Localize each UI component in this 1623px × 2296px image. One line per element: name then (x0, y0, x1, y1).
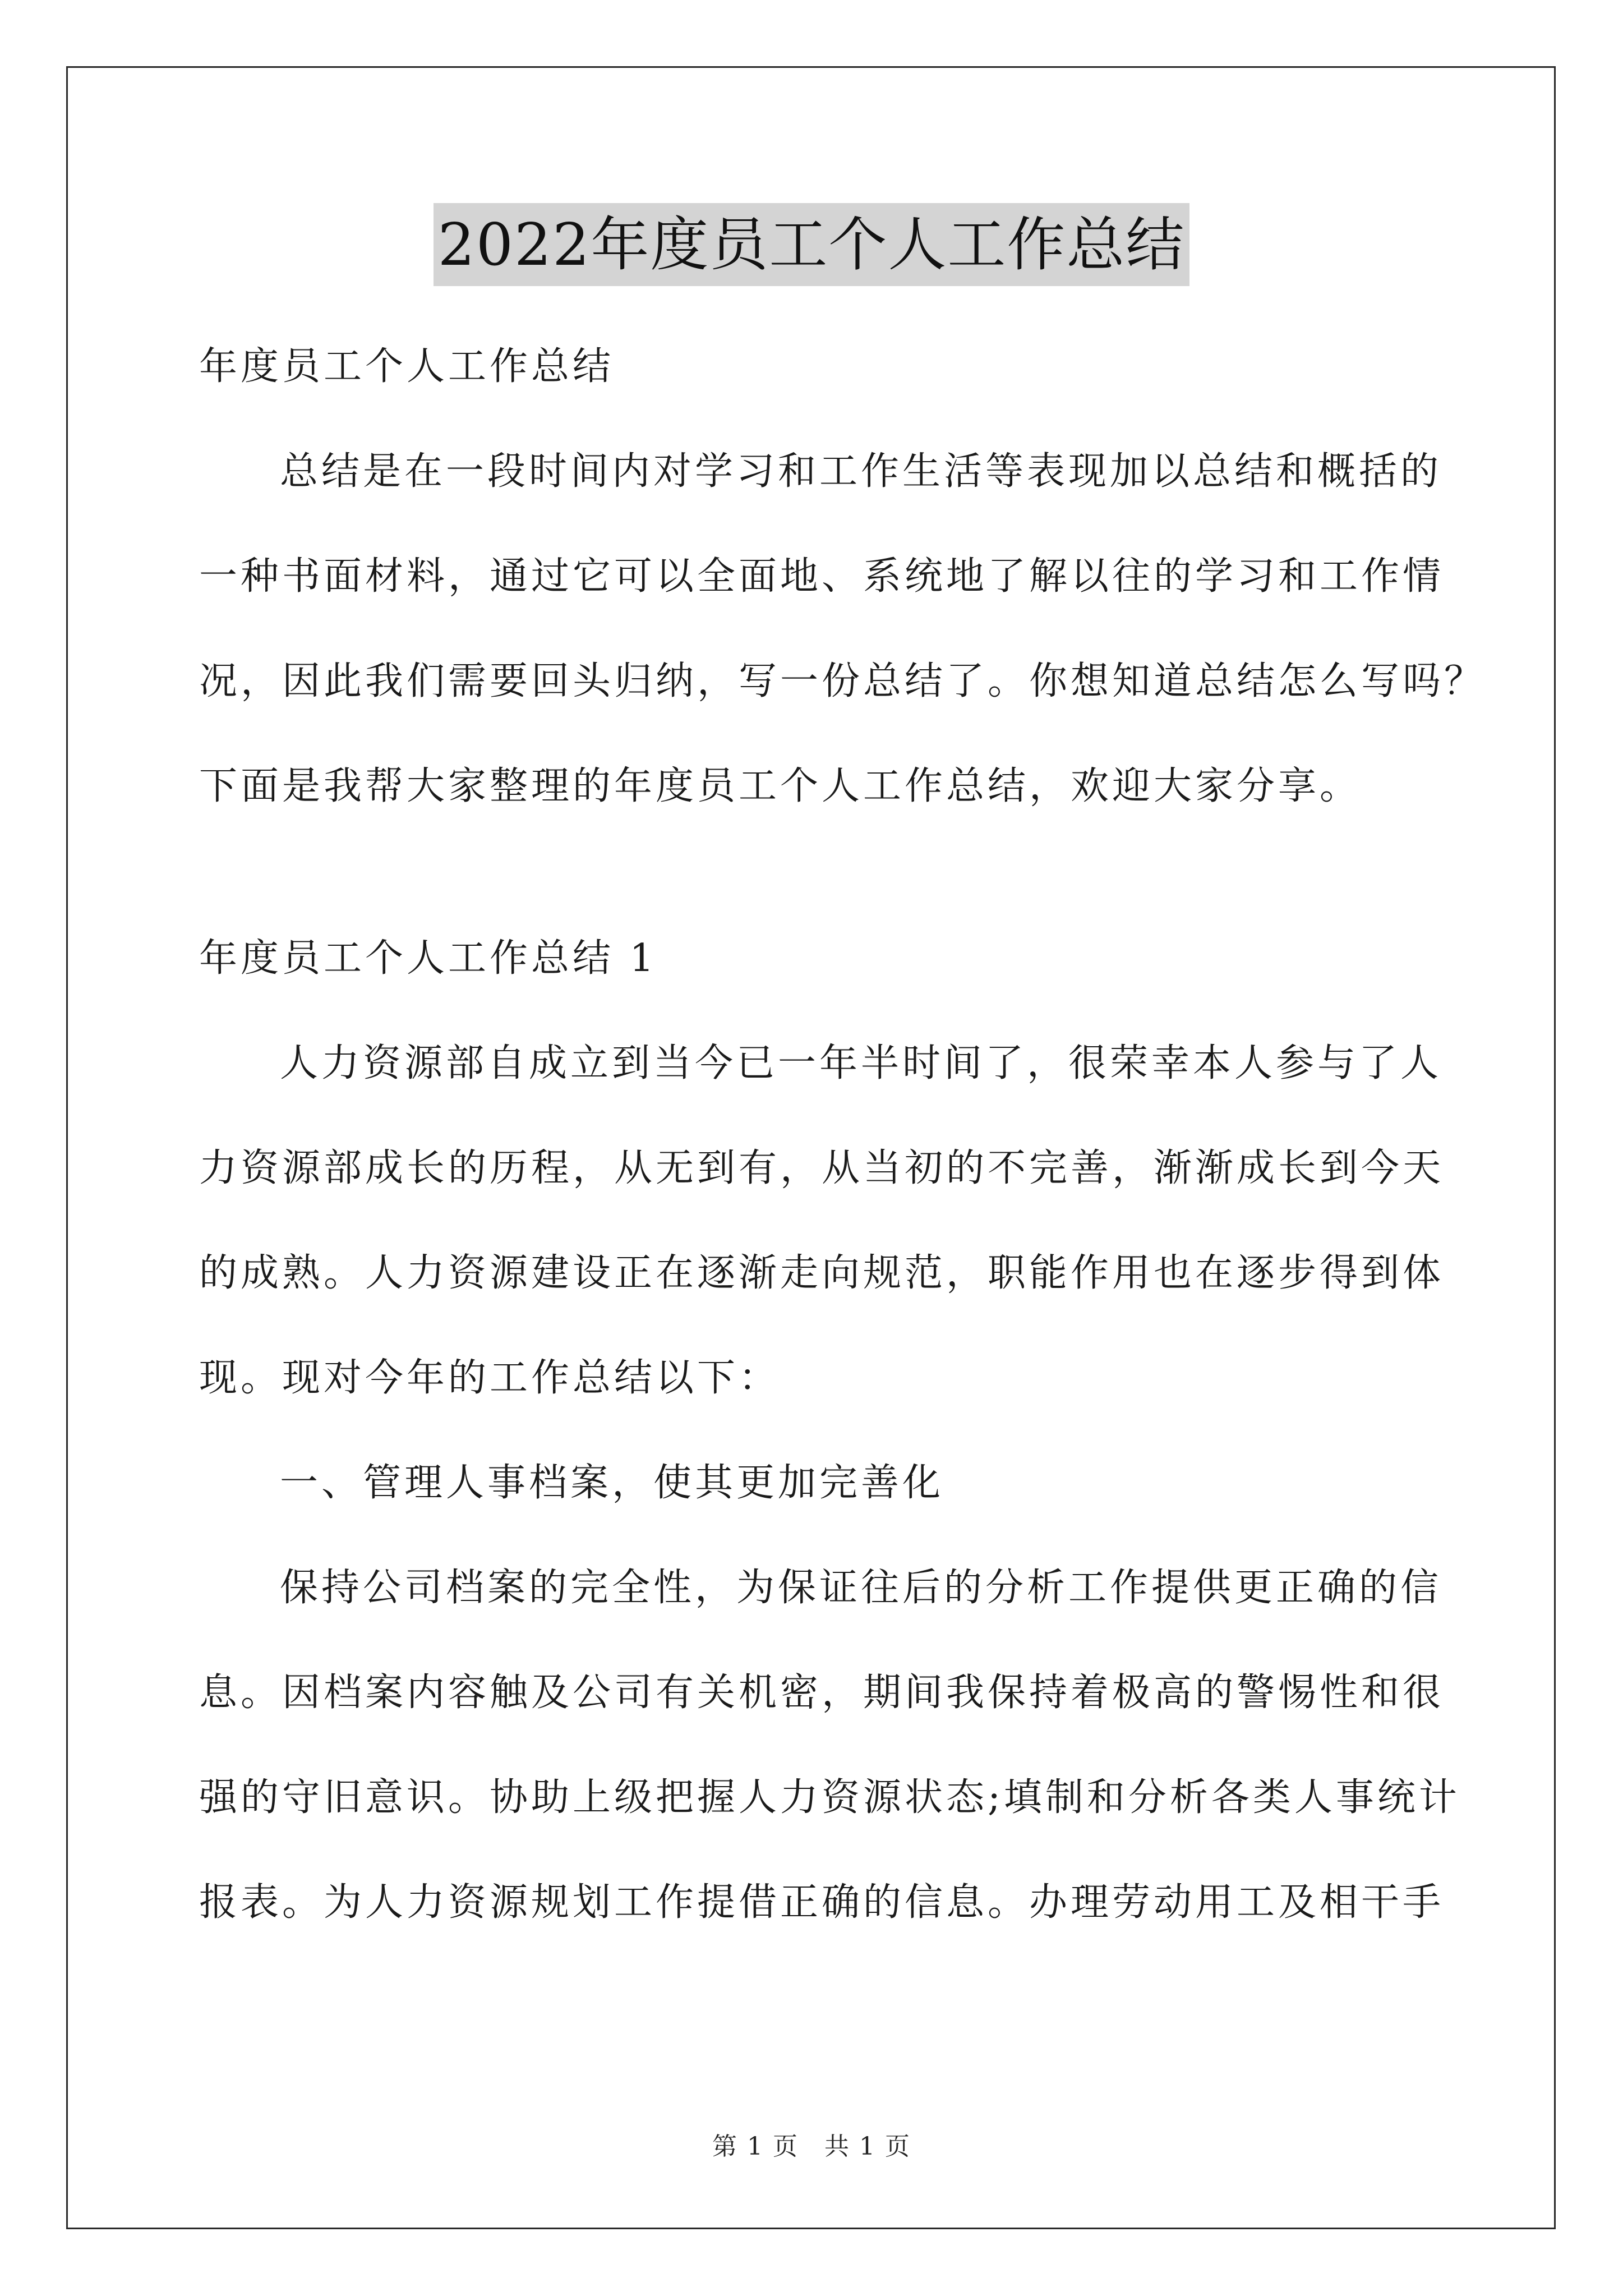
item-heading: 一、管理人事档案，使其更加完善化 (280, 1461, 944, 1505)
intro-line: 总结是在一段时间内对学习和工作生活等表现加以总结和概括的 (280, 449, 1442, 494)
item-line: 报表。为人力资源规划工作提借正确的信息。办理劳动用工及相干手 (199, 1880, 1445, 1925)
item-line: 息。因档案内容触及公司有关机密，期间我保持着极高的警惕性和很 (199, 1671, 1445, 1715)
page-number: 第 1 页 共 1 页 (712, 2132, 911, 2161)
section-line: 的成熟。人力资源建设正在逐渐走向规范，职能作用也在逐步得到体 (199, 1251, 1445, 1295)
intro-line: 一种书面材料，通过它可以全面地、系统地了解以往的学习和工作情 (199, 554, 1445, 599)
document-title: 2022年度员工个人工作总结 (434, 203, 1190, 286)
section-line: 人力资源部自成立到当今已一年半时间了，很荣幸本人参与了人 (280, 1041, 1442, 1085)
subtitle: 年度员工个人工作总结 (199, 344, 615, 389)
section-line: 现。现对今年的工作总结以下： (199, 1356, 781, 1400)
intro-line: 下面是我帮大家整理的年度员工个人工作总结，欢迎大家分享。 (199, 764, 1362, 808)
title-container (0, 203, 1623, 286)
intro-line: 况，因此我们需要回头归纳，写一份总结了。你想知道总结怎么写吗？ (199, 659, 1486, 703)
paragraph-gap (199, 839, 1428, 906)
document-body (199, 314, 1486, 1955)
item-line: 强的守旧意识。协助上级把握人力资源状态;填制和分析各类人事统计 (199, 1775, 1460, 1820)
item-line: 保持公司档案的完全性，为保证往后的分析工作提供更正确的信 (280, 1566, 1442, 1610)
section-heading: 年度员工个人工作总结 1 (199, 936, 657, 981)
section-line: 力资源部成长的历程，从无到有，从当初的不完善，渐渐成长到今天 (199, 1146, 1445, 1190)
